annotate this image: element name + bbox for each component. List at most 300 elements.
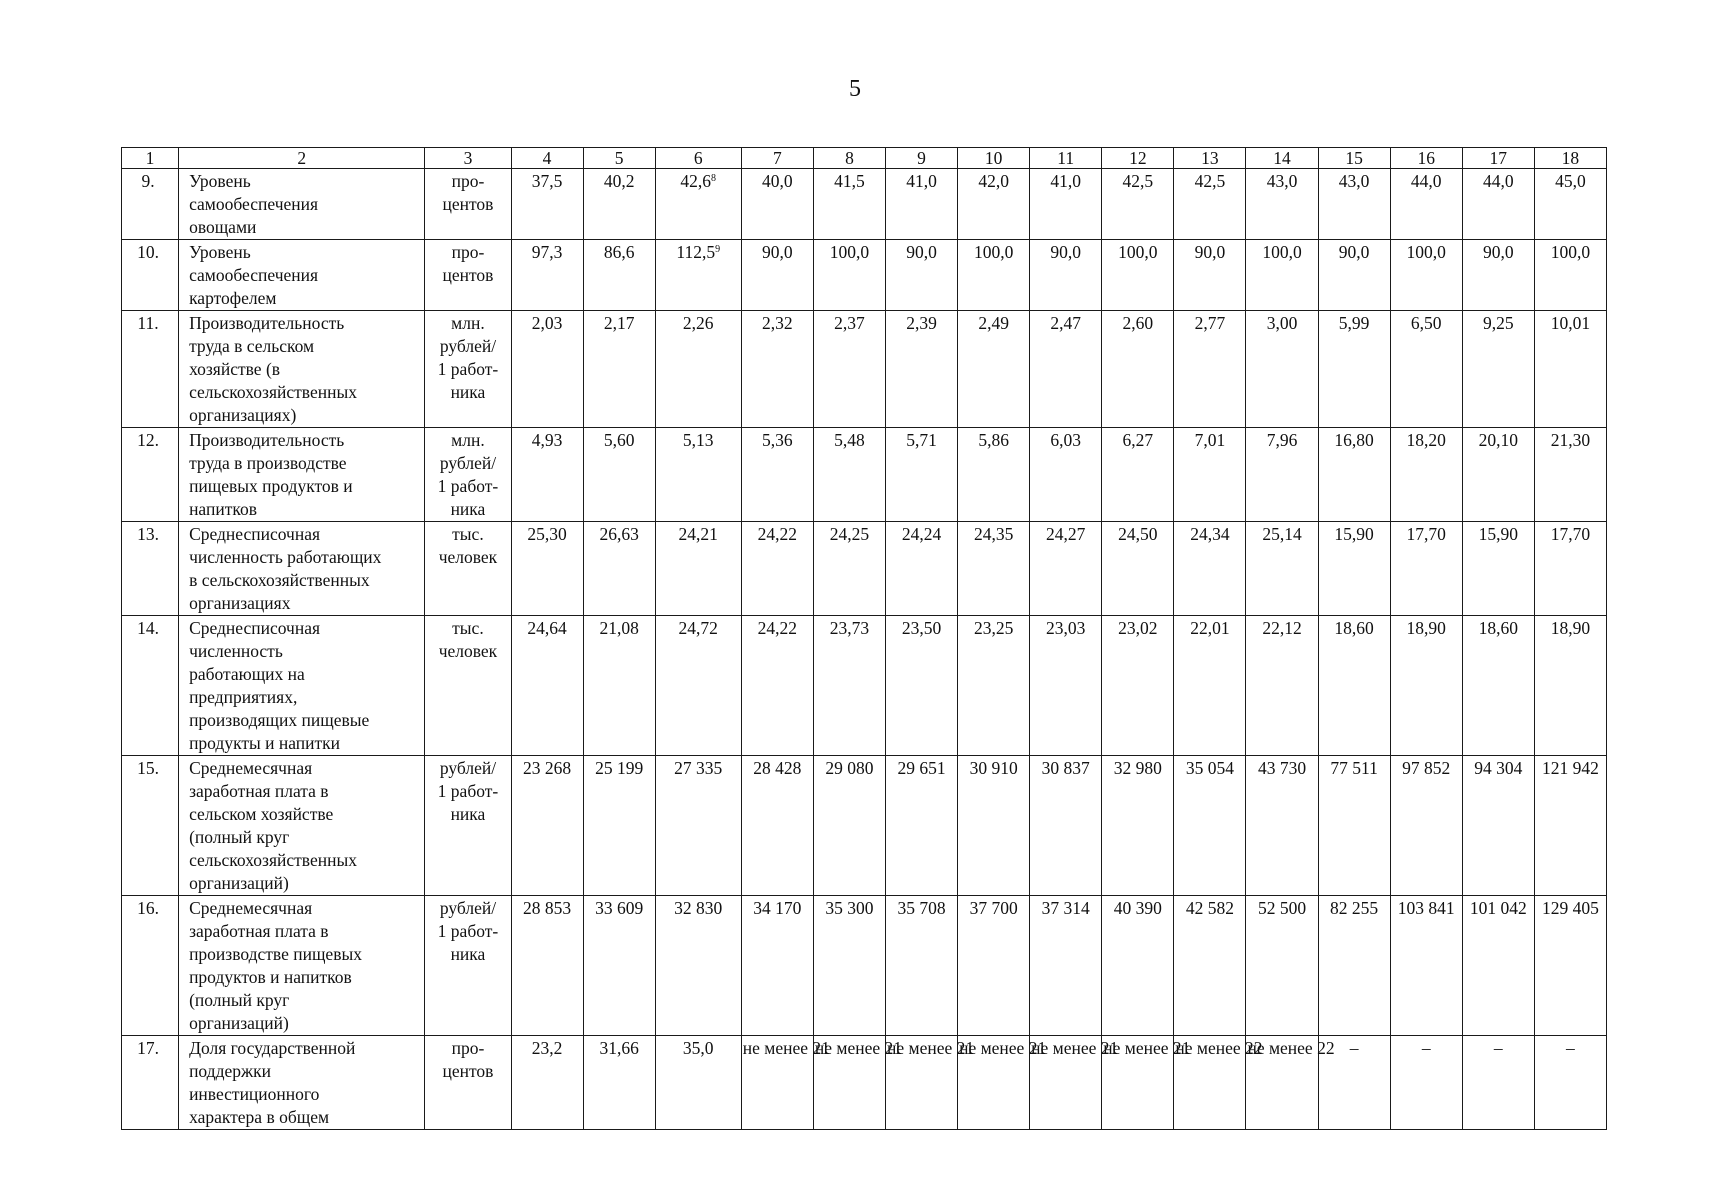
- value-text: не менее 21: [1031, 1038, 1119, 1058]
- value-cell: [885, 169, 957, 240]
- value-text: 52 500: [1257, 898, 1307, 918]
- value-text: 24,22: [757, 618, 798, 638]
- value-cell: [885, 616, 957, 756]
- value-cell: [583, 756, 655, 896]
- value-text: 42,5: [1194, 171, 1226, 191]
- value-text: 24,34: [1190, 524, 1230, 544]
- value-text: 2,47: [1050, 313, 1082, 333]
- value-cell: [1102, 311, 1174, 428]
- value-text: 2,77: [1194, 313, 1226, 333]
- table-row: [122, 240, 1607, 311]
- value-cell: [813, 1036, 903, 1130]
- value-text: 42,0: [978, 171, 1009, 191]
- value-cell: [885, 428, 957, 522]
- column-number: 10: [958, 148, 1030, 169]
- value-cell: [1534, 169, 1606, 240]
- value-text: 2,26: [682, 313, 714, 333]
- column-number: 2: [179, 148, 425, 169]
- value-text: –: [1566, 1038, 1575, 1058]
- value-cell: [655, 896, 741, 1036]
- value-text: 42,5: [1122, 171, 1154, 191]
- value-text: не менее 21: [959, 1038, 1047, 1058]
- column-number: 16: [1390, 148, 1462, 169]
- unit-of-measure: про- центов: [425, 240, 511, 311]
- row-number: 10.: [122, 240, 179, 311]
- value-text: 16,80: [1334, 430, 1374, 450]
- value-text: 23,25: [973, 618, 1014, 638]
- value-text: не менее 21: [742, 1038, 830, 1058]
- value-text: 35 708: [897, 898, 946, 918]
- value-cell: [1462, 240, 1534, 311]
- value-cell: [958, 896, 1030, 1036]
- value-cell: [813, 896, 885, 1036]
- column-number: 14: [1246, 148, 1318, 169]
- value-cell: [583, 616, 655, 756]
- value-cell: [1390, 240, 1462, 311]
- value-text: 17,70: [1550, 524, 1591, 544]
- value-cell: [655, 169, 741, 240]
- value-cell: [1174, 428, 1246, 522]
- indicators-table: [121, 147, 1607, 1130]
- value-text: 37 700: [969, 898, 1018, 918]
- value-text: 100,0: [1406, 242, 1446, 262]
- value-text: 5,48: [834, 430, 865, 450]
- value-cell: [511, 1036, 583, 1130]
- unit-of-measure: рублей/ 1 работ- ника: [425, 896, 511, 1036]
- value-cell: [511, 428, 583, 522]
- value-text: 2,37: [834, 313, 865, 333]
- row-number: 17.: [122, 1036, 179, 1130]
- value-text: 28 428: [753, 758, 802, 778]
- value-cell: [1174, 896, 1246, 1036]
- value-text: 22,01: [1190, 618, 1230, 638]
- indicator-name: Производительность труда в производстве пищевых продуктов и напитков: [179, 428, 425, 522]
- value-text: 32 830: [674, 898, 723, 918]
- value-cell: [1534, 1036, 1606, 1130]
- value-cell: [1246, 1036, 1335, 1130]
- value-text: 5,36: [762, 430, 793, 450]
- value-cell: [958, 756, 1030, 896]
- value-text: не менее 21: [886, 1038, 975, 1058]
- value-cell: [1390, 428, 1462, 522]
- value-text: 21,30: [1550, 430, 1591, 450]
- value-text: 5,99: [1338, 313, 1370, 333]
- value-text: 100,0: [973, 242, 1014, 262]
- table-header-row: [122, 148, 1607, 169]
- column-number: 8: [813, 148, 885, 169]
- row-number: 11.: [122, 311, 179, 428]
- value-text: 33 609: [595, 898, 644, 918]
- value-text: –: [1349, 1038, 1359, 1058]
- value-cell: [655, 756, 741, 896]
- value-cell: [885, 896, 957, 1036]
- value-cell: [1534, 616, 1606, 756]
- value-text: 24,64: [527, 618, 567, 638]
- value-text: 101 042: [1469, 898, 1527, 918]
- value-cell: [511, 522, 583, 616]
- value-text: 3,00: [1266, 313, 1298, 333]
- value-cell: [958, 616, 1030, 756]
- value-text: 45,0: [1555, 171, 1586, 191]
- value-text: 37 314: [1041, 898, 1090, 918]
- value-cell: [741, 428, 813, 522]
- value-text: 97,3: [531, 242, 563, 262]
- value-cell: [511, 616, 583, 756]
- value-text: 2,17: [603, 313, 635, 333]
- value-cell: [741, 756, 813, 896]
- value-cell: [655, 1036, 741, 1130]
- table-row: [122, 428, 1607, 522]
- value-text: 18,90: [1406, 618, 1446, 638]
- value-cell: [1534, 522, 1606, 616]
- value-text: 23,2: [531, 1038, 563, 1058]
- value-cell: [1246, 428, 1318, 522]
- value-text: 5,86: [978, 430, 1009, 450]
- value-text: 24,35: [973, 524, 1014, 544]
- value-text: 97 852: [1402, 758, 1451, 778]
- value-text: 44,0: [1482, 171, 1514, 191]
- value-cell: [885, 1036, 975, 1130]
- value-cell: [1462, 311, 1534, 428]
- value-cell: [511, 756, 583, 896]
- value-text: 103 841: [1397, 898, 1455, 918]
- value-cell: [655, 522, 741, 616]
- column-number: 5: [583, 148, 655, 169]
- value-text: 5,13: [682, 430, 714, 450]
- value-text: 28 853: [522, 898, 572, 918]
- value-cell: [813, 240, 885, 311]
- value-text: 26,63: [599, 524, 639, 544]
- value-cell: [655, 240, 741, 311]
- value-cell: [511, 896, 583, 1036]
- value-text: 18,60: [1334, 618, 1374, 638]
- column-number: 18: [1534, 148, 1606, 169]
- indicator-name: Среднемесячная заработная плата в сельском хозяйстве (полный круг сельскохозяйственных организаций): [179, 756, 425, 896]
- value-cell: [1462, 1036, 1534, 1130]
- unit-of-measure: млн. рублей/ 1 работ- ника: [425, 428, 511, 522]
- value-cell: [511, 169, 583, 240]
- unit-of-measure: млн. рублей/ 1 работ- ника: [425, 311, 511, 428]
- row-number: 9.: [122, 169, 179, 240]
- value-text: 24,50: [1118, 524, 1158, 544]
- value-text: 37,5: [531, 171, 563, 191]
- value-cell: [813, 428, 885, 522]
- value-text: не менее 21: [814, 1038, 903, 1058]
- value-text: не менее 22: [1175, 1038, 1263, 1058]
- value-cell: [813, 616, 885, 756]
- value-cell: [1318, 240, 1390, 311]
- value-cell: [1174, 1036, 1263, 1130]
- value-cell: [583, 311, 655, 428]
- value-cell: [655, 428, 741, 522]
- value-text: 5,71: [906, 430, 937, 450]
- value-text: 29 080: [825, 758, 874, 778]
- row-number: 15.: [122, 756, 179, 896]
- value-cell: [1534, 311, 1606, 428]
- value-cell: [1246, 169, 1318, 240]
- value-text: 90,0: [762, 242, 793, 262]
- value-cell: [1246, 896, 1318, 1036]
- row-number: 12.: [122, 428, 179, 522]
- value-text: 23 268: [522, 758, 572, 778]
- value-text: 30 837: [1041, 758, 1090, 778]
- value-cell: [1102, 428, 1174, 522]
- value-cell: [958, 522, 1030, 616]
- column-number: 1: [122, 148, 179, 169]
- value-text: 20,10: [1478, 430, 1518, 450]
- value-text: не менее 21: [1103, 1038, 1191, 1058]
- value-cell: [885, 240, 957, 311]
- value-cell: [741, 169, 813, 240]
- value-cell: [1102, 522, 1174, 616]
- value-cell: [583, 169, 655, 240]
- value-text: –: [1421, 1038, 1431, 1058]
- value-cell: [1390, 311, 1462, 428]
- value-text: –: [1493, 1038, 1503, 1058]
- value-text: 100,0: [1118, 242, 1158, 262]
- value-text: 25 199: [595, 758, 644, 778]
- value-text: 22,12: [1262, 618, 1302, 638]
- value-text: 42,6: [680, 171, 712, 191]
- value-cell: [1174, 616, 1246, 756]
- indicator-name: Производительность труда в сельском хозяйстве (в сельскохозяйственных организациях): [179, 311, 425, 428]
- value-cell: [1174, 756, 1246, 896]
- row-number: 16.: [122, 896, 179, 1036]
- value-cell: [1390, 616, 1462, 756]
- value-text: 4,93: [531, 430, 563, 450]
- value-text: 15,90: [1334, 524, 1374, 544]
- unit-of-measure: про- центов: [425, 169, 511, 240]
- value-cell: [1462, 756, 1534, 896]
- footnote-mark: 8: [711, 173, 717, 184]
- value-cell: [1030, 311, 1102, 428]
- column-number: 4: [511, 148, 583, 169]
- value-text: 44,0: [1410, 171, 1442, 191]
- value-cell: [958, 428, 1030, 522]
- value-text: 27 335: [674, 758, 723, 778]
- value-text: 100,0: [1262, 242, 1302, 262]
- value-cell: [1462, 522, 1534, 616]
- value-text: 35 054: [1185, 758, 1234, 778]
- column-number: 6: [655, 148, 741, 169]
- value-text: 40,2: [603, 171, 635, 191]
- column-number: 9: [885, 148, 957, 169]
- value-text: 24,24: [901, 524, 942, 544]
- value-text: 90,0: [1338, 242, 1370, 262]
- value-text: 94 304: [1474, 758, 1523, 778]
- value-cell: [1390, 756, 1462, 896]
- value-cell: [1030, 616, 1102, 756]
- value-text: 5,60: [603, 430, 635, 450]
- value-cell: [1318, 522, 1390, 616]
- value-cell: [1534, 756, 1606, 896]
- table-row: [122, 169, 1607, 240]
- value-text: 24,21: [678, 524, 718, 544]
- indicator-name: Доля государственной поддержки инвестиционного характера в общем: [179, 1036, 425, 1130]
- value-cell: [1246, 756, 1318, 896]
- value-cell: [1246, 311, 1318, 428]
- column-number: 7: [741, 148, 813, 169]
- value-cell: [583, 896, 655, 1036]
- value-text: 43 730: [1257, 758, 1307, 778]
- value-text: 7,96: [1266, 430, 1298, 450]
- value-cell: [1102, 1036, 1191, 1130]
- value-text: 10,01: [1550, 313, 1591, 333]
- value-text: 25,14: [1262, 524, 1302, 544]
- value-cell: [885, 522, 957, 616]
- value-text: 41,0: [906, 171, 937, 191]
- value-cell: [1390, 522, 1462, 616]
- column-number: 13: [1174, 148, 1246, 169]
- table-row: [122, 1036, 1607, 1130]
- value-cell: [885, 311, 957, 428]
- row-number: 13.: [122, 522, 179, 616]
- value-cell: [655, 616, 741, 756]
- value-text: 82 255: [1330, 898, 1379, 918]
- value-cell: [1246, 240, 1318, 311]
- row-number: 14.: [122, 616, 179, 756]
- value-cell: [583, 1036, 655, 1130]
- value-text: 90,0: [1050, 242, 1082, 262]
- table-row: [122, 756, 1607, 896]
- value-text: 40 390: [1113, 898, 1162, 918]
- value-cell: [1102, 240, 1174, 311]
- value-text: 18,60: [1478, 618, 1518, 638]
- value-text: 6,50: [1410, 313, 1442, 333]
- value-text: 30 910: [969, 758, 1018, 778]
- value-cell: [1462, 428, 1534, 522]
- page-number: 5: [849, 76, 861, 102]
- value-cell: [1390, 896, 1462, 1036]
- value-cell: [583, 240, 655, 311]
- value-cell: [813, 169, 885, 240]
- value-cell: [1030, 169, 1102, 240]
- unit-of-measure: тыс. человек: [425, 616, 511, 756]
- value-cell: [1390, 1036, 1462, 1130]
- value-text: 40,0: [762, 171, 793, 191]
- value-text: 23,03: [1046, 618, 1086, 638]
- value-cell: [885, 756, 957, 896]
- value-text: 2,03: [531, 313, 563, 333]
- value-cell: [1174, 240, 1246, 311]
- value-text: 24,72: [678, 618, 718, 638]
- value-cell: [958, 240, 1030, 311]
- value-cell: [1030, 522, 1102, 616]
- value-text: 2,60: [1122, 313, 1154, 333]
- value-text: 112,5: [676, 242, 716, 262]
- value-text: 6,27: [1122, 430, 1154, 450]
- value-text: 90,0: [1194, 242, 1226, 262]
- column-number: 3: [425, 148, 511, 169]
- table-body: [122, 148, 1607, 1130]
- value-cell: [1318, 616, 1390, 756]
- value-text: 77 511: [1330, 758, 1378, 778]
- value-text: 2,39: [906, 313, 937, 333]
- value-text: 18,90: [1550, 618, 1591, 638]
- value-cell: [1030, 428, 1102, 522]
- value-text: 43,0: [1338, 171, 1370, 191]
- value-cell: [958, 1036, 1047, 1130]
- value-text: 25,30: [527, 524, 567, 544]
- value-text: 21,08: [599, 618, 639, 638]
- value-cell: [511, 311, 583, 428]
- value-text: 18,20: [1406, 430, 1446, 450]
- indicator-name: Уровень самообеспечения картофелем: [179, 240, 425, 311]
- value-text: 24,22: [757, 524, 798, 544]
- value-cell: [1534, 240, 1606, 311]
- value-cell: [1390, 169, 1462, 240]
- value-cell: [1534, 896, 1606, 1036]
- value-cell: [1030, 896, 1102, 1036]
- value-cell: [1462, 169, 1534, 240]
- value-cell: [741, 1036, 830, 1130]
- value-text: 35 300: [825, 898, 874, 918]
- value-cell: [1174, 169, 1246, 240]
- value-text: 2,49: [978, 313, 1009, 333]
- value-cell: [741, 240, 813, 311]
- table-row: [122, 522, 1607, 616]
- value-text: 23,02: [1118, 618, 1158, 638]
- unit-of-measure: тыс. человек: [425, 522, 511, 616]
- column-number: 12: [1102, 148, 1174, 169]
- value-cell: [1318, 896, 1390, 1036]
- value-cell: [1534, 428, 1606, 522]
- value-text: 24,25: [829, 524, 870, 544]
- table-row: [122, 896, 1607, 1036]
- indicator-name: Среднесписочная численность работающих в сельскохозяйственных организациях: [179, 522, 425, 616]
- value-cell: [813, 311, 885, 428]
- value-cell: [958, 169, 1030, 240]
- value-text: 90,0: [1482, 242, 1514, 262]
- value-text: 23,73: [829, 618, 870, 638]
- value-cell: [583, 428, 655, 522]
- value-text: 23,50: [901, 618, 942, 638]
- value-text: 29 651: [897, 758, 946, 778]
- value-cell: [1102, 169, 1174, 240]
- value-text: 15,90: [1478, 524, 1518, 544]
- value-cell: [655, 311, 741, 428]
- value-text: 17,70: [1406, 524, 1446, 544]
- value-cell: [1318, 311, 1390, 428]
- indicator-name: Уровень самообеспечения овощами: [179, 169, 425, 240]
- value-cell: [1102, 616, 1174, 756]
- value-text: 43,0: [1266, 171, 1298, 191]
- value-text: 24,27: [1046, 524, 1086, 544]
- value-text: 7,01: [1194, 430, 1226, 450]
- value-cell: [1462, 616, 1534, 756]
- value-text: 129 405: [1541, 898, 1599, 918]
- value-cell: [741, 522, 813, 616]
- unit-of-measure: рублей/ 1 работ- ника: [425, 756, 511, 896]
- table-row: [122, 311, 1607, 428]
- value-cell: [813, 756, 885, 896]
- value-cell: [1318, 428, 1390, 522]
- column-number: 11: [1030, 148, 1102, 169]
- value-cell: [1318, 169, 1390, 240]
- value-text: 41,5: [834, 171, 865, 191]
- value-text: 90,0: [906, 242, 937, 262]
- value-cell: [741, 896, 813, 1036]
- value-cell: [1102, 756, 1174, 896]
- value-text: 121 942: [1541, 758, 1599, 778]
- value-cell: [1462, 896, 1534, 1036]
- value-text: 100,0: [1550, 242, 1591, 262]
- value-text: 34 170: [753, 898, 802, 918]
- value-text: 32 980: [1113, 758, 1162, 778]
- value-text: 31,66: [599, 1038, 639, 1058]
- value-text: 42 582: [1185, 898, 1234, 918]
- value-text: 6,03: [1050, 430, 1082, 450]
